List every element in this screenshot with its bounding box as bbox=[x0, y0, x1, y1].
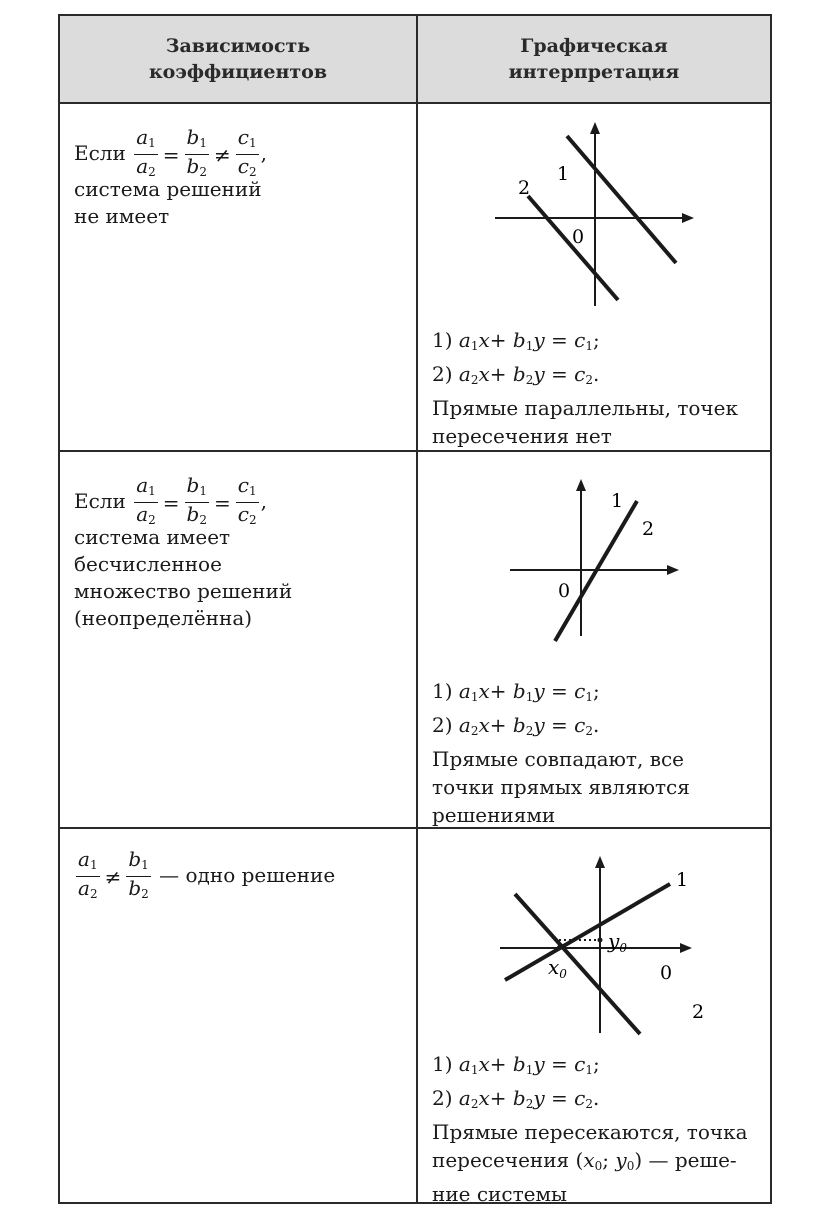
fraction-c1-c2: $\frac{c_1}{c_2}$ bbox=[237, 125, 257, 179]
row-divider bbox=[60, 450, 770, 452]
header-col2-line1: Графическая bbox=[520, 35, 668, 57]
row1-equations bbox=[432, 326, 762, 450]
row2-conclusion-line3: множество решений bbox=[74, 579, 293, 603]
y-axis-arrow bbox=[576, 479, 586, 491]
row2-graph bbox=[490, 471, 750, 671]
fraction-b1-b2: $\frac{b_1}{b_2}$ bbox=[186, 473, 207, 527]
row3-graph bbox=[490, 848, 760, 1053]
line-1-label: 1 bbox=[676, 869, 689, 891]
y-axis-arrow bbox=[595, 856, 605, 868]
equation-2: 2) $a_2x+ b_2y = c_2$. bbox=[432, 713, 600, 738]
origin-label: 0 bbox=[558, 580, 571, 602]
row1-description-line1: Прямые параллельны, точек bbox=[432, 396, 738, 420]
row2-condition bbox=[74, 474, 292, 632]
y0-label: $y_0$ bbox=[608, 929, 627, 955]
row3-description-line3: ние системы bbox=[432, 1182, 567, 1206]
origin-label: 0 bbox=[572, 226, 585, 248]
origin-label: 0 bbox=[660, 962, 673, 984]
row2-description-line3: решениями bbox=[432, 803, 556, 827]
equation-2: 2) $a_2x+ b_2y = c_2$. bbox=[432, 362, 600, 387]
row2-conclusion-line2: бесчисленное bbox=[74, 552, 222, 576]
fraction-c1-c2: $\frac{c_1}{c_2}$ bbox=[237, 473, 257, 527]
line-1-label: 1 bbox=[557, 163, 570, 185]
row1-description-line2: пересечения нет bbox=[432, 424, 612, 448]
header-col-coefficients bbox=[60, 16, 416, 102]
row2-description-line1: Прямые совпадают, все bbox=[432, 747, 685, 771]
row1-conclusion-line2: не имеет bbox=[74, 204, 170, 228]
column-divider bbox=[416, 16, 418, 1202]
x0-point bbox=[557, 946, 562, 951]
coefficients-table bbox=[58, 14, 772, 1204]
fraction-a1-a2: $\frac{a_1}{a_2}$ bbox=[136, 473, 156, 527]
relation-sign: = bbox=[162, 490, 180, 515]
row3-formula bbox=[74, 847, 336, 901]
row1-condition bbox=[74, 126, 267, 230]
row3-condition bbox=[74, 847, 336, 901]
header-col-graphic bbox=[418, 16, 770, 102]
relation-sign: ≠ bbox=[104, 864, 122, 889]
relation-sign: = bbox=[214, 490, 231, 515]
relation-sign: ≠ bbox=[214, 142, 231, 167]
relation-sign: = bbox=[162, 142, 180, 167]
x0-label: $x_0$ bbox=[548, 955, 567, 981]
y-axis-arrow bbox=[590, 122, 600, 134]
line-2-label: 2 bbox=[642, 518, 655, 540]
row3-description-line1: Прямые пересекаются, точка bbox=[432, 1120, 748, 1144]
row3-equations bbox=[432, 1050, 762, 1208]
row1-graph bbox=[480, 116, 760, 326]
header-col2-line2: интерпретация bbox=[508, 61, 680, 83]
equation-1: 1) $a_1x+ b_1y = c_1$; bbox=[432, 679, 600, 704]
if-word: Если bbox=[74, 489, 126, 513]
row3-description-line2: пересечения ($x_0$; $y_0$) — реше- bbox=[432, 1148, 737, 1173]
line-1-label: 1 bbox=[611, 490, 624, 512]
x-axis-arrow bbox=[682, 213, 694, 223]
row2-description-line2: точки прямых являются bbox=[432, 775, 690, 799]
equation-2: 2) $a_2x+ b_2y = c_2$. bbox=[432, 1086, 600, 1111]
line-2-label: 2 bbox=[692, 1001, 705, 1023]
row2-conclusion-line4: (неопределённа) bbox=[74, 606, 253, 630]
if-word: Если bbox=[74, 141, 126, 165]
header-col1-line2: коэффициентов bbox=[148, 61, 328, 83]
header-col1-line1: Зависимость bbox=[165, 35, 311, 57]
row2-conclusion-line1: система имеет bbox=[74, 525, 231, 549]
fraction-a1-a2: $\frac{a_1}{a_2}$ bbox=[136, 125, 156, 179]
table-header bbox=[60, 16, 770, 104]
row1-conclusion-line1: система решений bbox=[74, 177, 262, 201]
fraction-b1-b2: $\frac{b_1}{b_2}$ bbox=[186, 125, 207, 179]
fraction-a1-a2: $\frac{a_1}{a_2}$ bbox=[78, 847, 98, 901]
row2-equations bbox=[432, 677, 762, 829]
x-axis-arrow bbox=[667, 565, 679, 575]
line-2-label: 2 bbox=[518, 177, 531, 199]
x-axis-arrow bbox=[680, 943, 692, 953]
y0-point bbox=[598, 938, 603, 943]
row2-formula: Если $\frac{a_1}{a_2}$ = $\frac{b_1}{b_2}$ = $\frac{c_1}{c_2}$ , bbox=[74, 474, 292, 524]
equation-1: 1) $a_1x+ b_1y = c_1$; bbox=[432, 328, 600, 353]
line-2 bbox=[528, 196, 618, 300]
row1-formula: Если $\frac{a_1}{a_2}$ = $\frac{b_1}{b_2}$ ≠ $\frac{c_1}{c_2}$ , bbox=[74, 126, 267, 176]
row3-conclusion: — одно решение bbox=[159, 863, 336, 887]
fraction-b1-b2: $\frac{b_1}{b_2}$ bbox=[128, 847, 149, 901]
equation-1: 1) $a_1x+ b_1y = c_1$; bbox=[432, 1052, 600, 1077]
line-1 bbox=[505, 884, 670, 980]
